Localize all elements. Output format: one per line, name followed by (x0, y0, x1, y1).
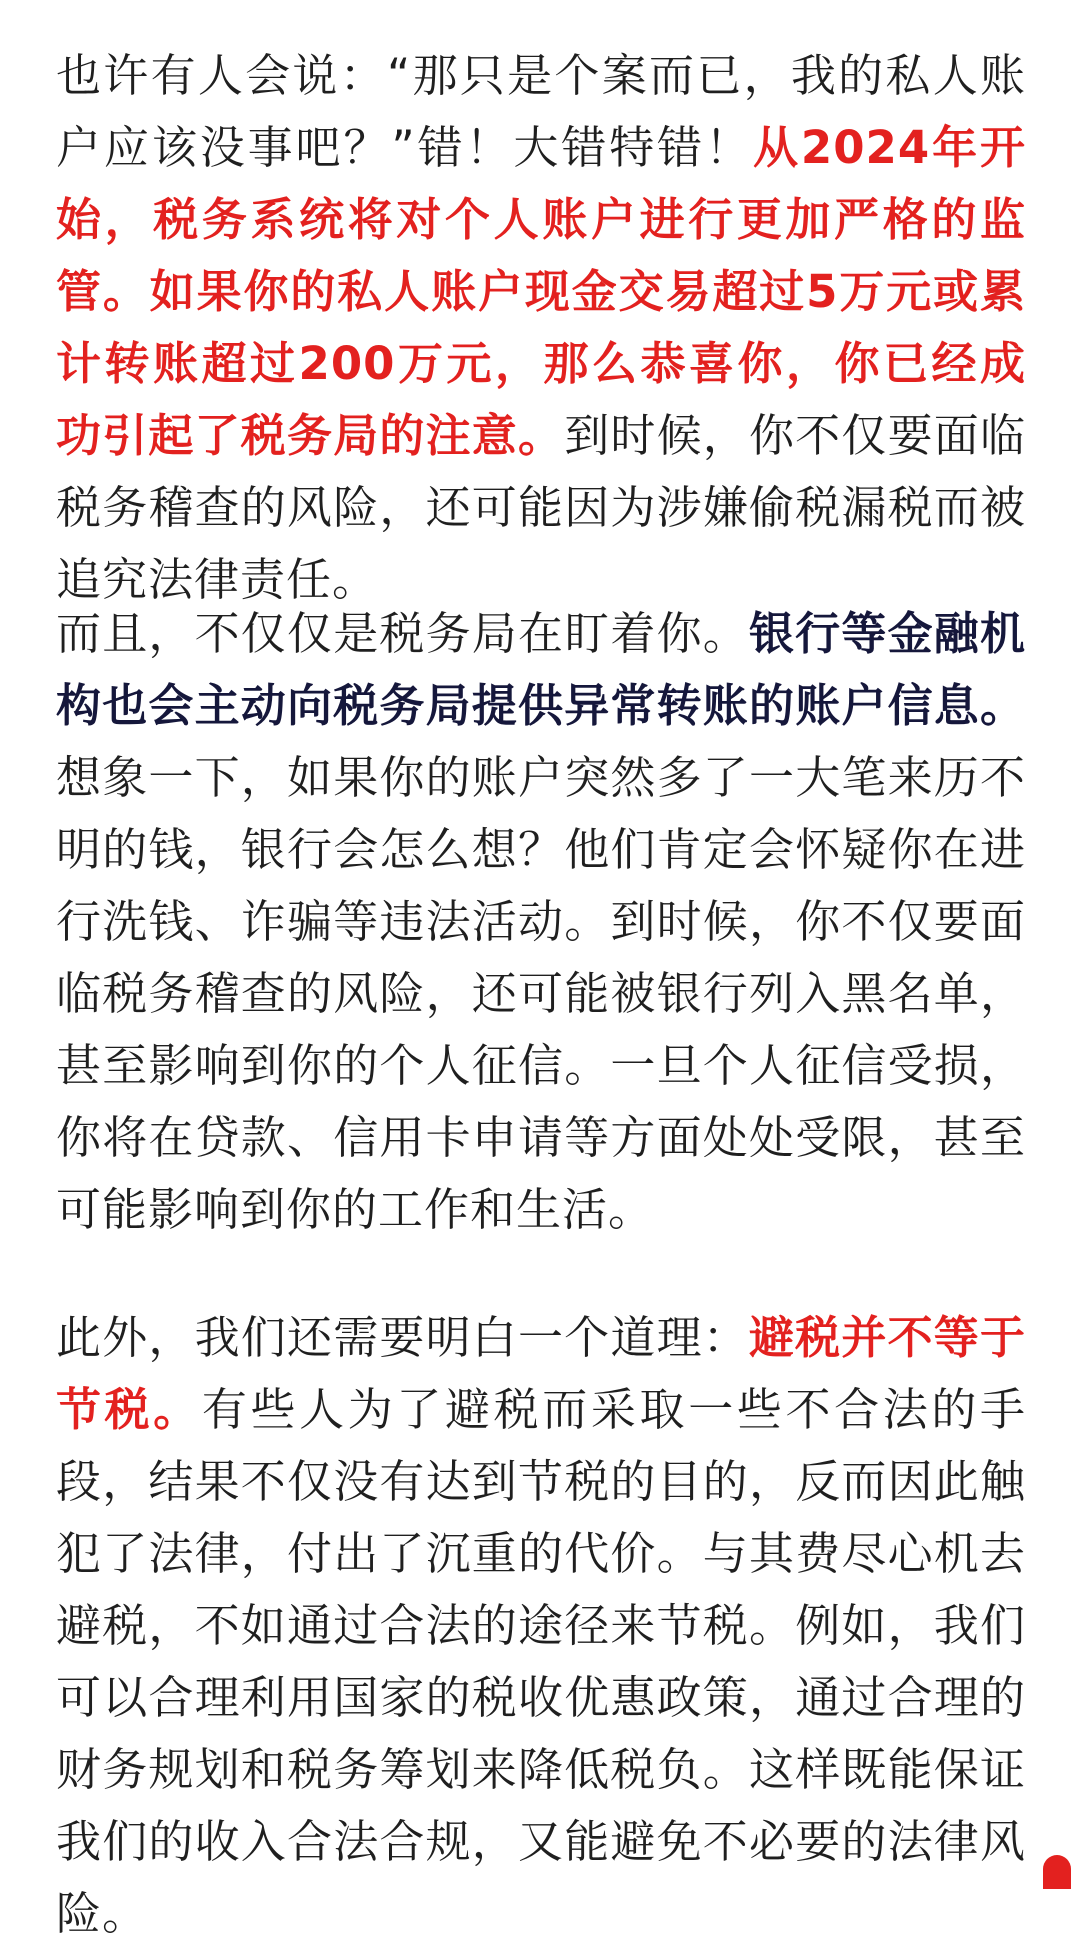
paragraph-1-text-a: 也许有人会说：“那只是个案而已，我的私人账户应该没事吧？”错！大错特错！ (56, 49, 1026, 174)
paragraph-2-text-b: 想象一下，如果你的账户突然多了一大笔来历不明的钱，银行会怎么想？他们肯定会怀疑你在进行洗钱、诈骗等违法活动。到时候，你不仅要面临税务稽查的风险，还可能被银行列入黑名单，甚至影响到你的个人征信。一旦个人征信受损，你将在贷款、信用卡申请等方面处处受限，甚至可能影响到你的工作和生活。 (56, 751, 1026, 1236)
paragraph-3-red-highlight: 避税并不等于节税。 (56, 1311, 1026, 1436)
paragraph-2-bold-highlight: 银行等金融机构也会主动向税务局提供异常转账的账户信息。 (56, 607, 1026, 732)
paragraph-3-text-a: 此外，我们还需要明白一个道理： (56, 1311, 749, 1364)
paragraph-2-text-a: 而且，不仅仅是税务局在盯着你。 (56, 607, 749, 660)
paragraph-1 (56, 40, 1026, 616)
corner-decoration (1043, 1855, 1071, 1889)
paragraph-3-text-b: 有些人为了避税而采取一些不合法的手段，结果不仅没有达到节税的目的，反而因此触犯了法律，付出了沉重的代价。与其费尽心机去避税，不如通过合法的途径来节税。例如，我们可以合理利用国家的税收优惠政策，通过合理的财务规划和税务筹划来降低税负。这样既能保证我们的收入合法合规，又能避免不必要的法律风险。 (56, 1383, 1026, 1940)
paragraph-2 (56, 598, 1026, 1246)
paragraph-1-text-b: 到时候，你不仅要面临税务稽查的风险，还可能因为涉嫌偷税漏税而被追究法律责任。 (56, 409, 1026, 606)
paragraph-1-red-highlight: 从2024年开始，税务系统将对个人账户进行更加严格的监管。如果你的私人账户现金交易超过5万元或累计转账超过200万元，那么恭喜你，你已经成功引起了税务局的注意。 (56, 121, 1026, 462)
paragraph-3 (56, 1302, 1026, 1950)
